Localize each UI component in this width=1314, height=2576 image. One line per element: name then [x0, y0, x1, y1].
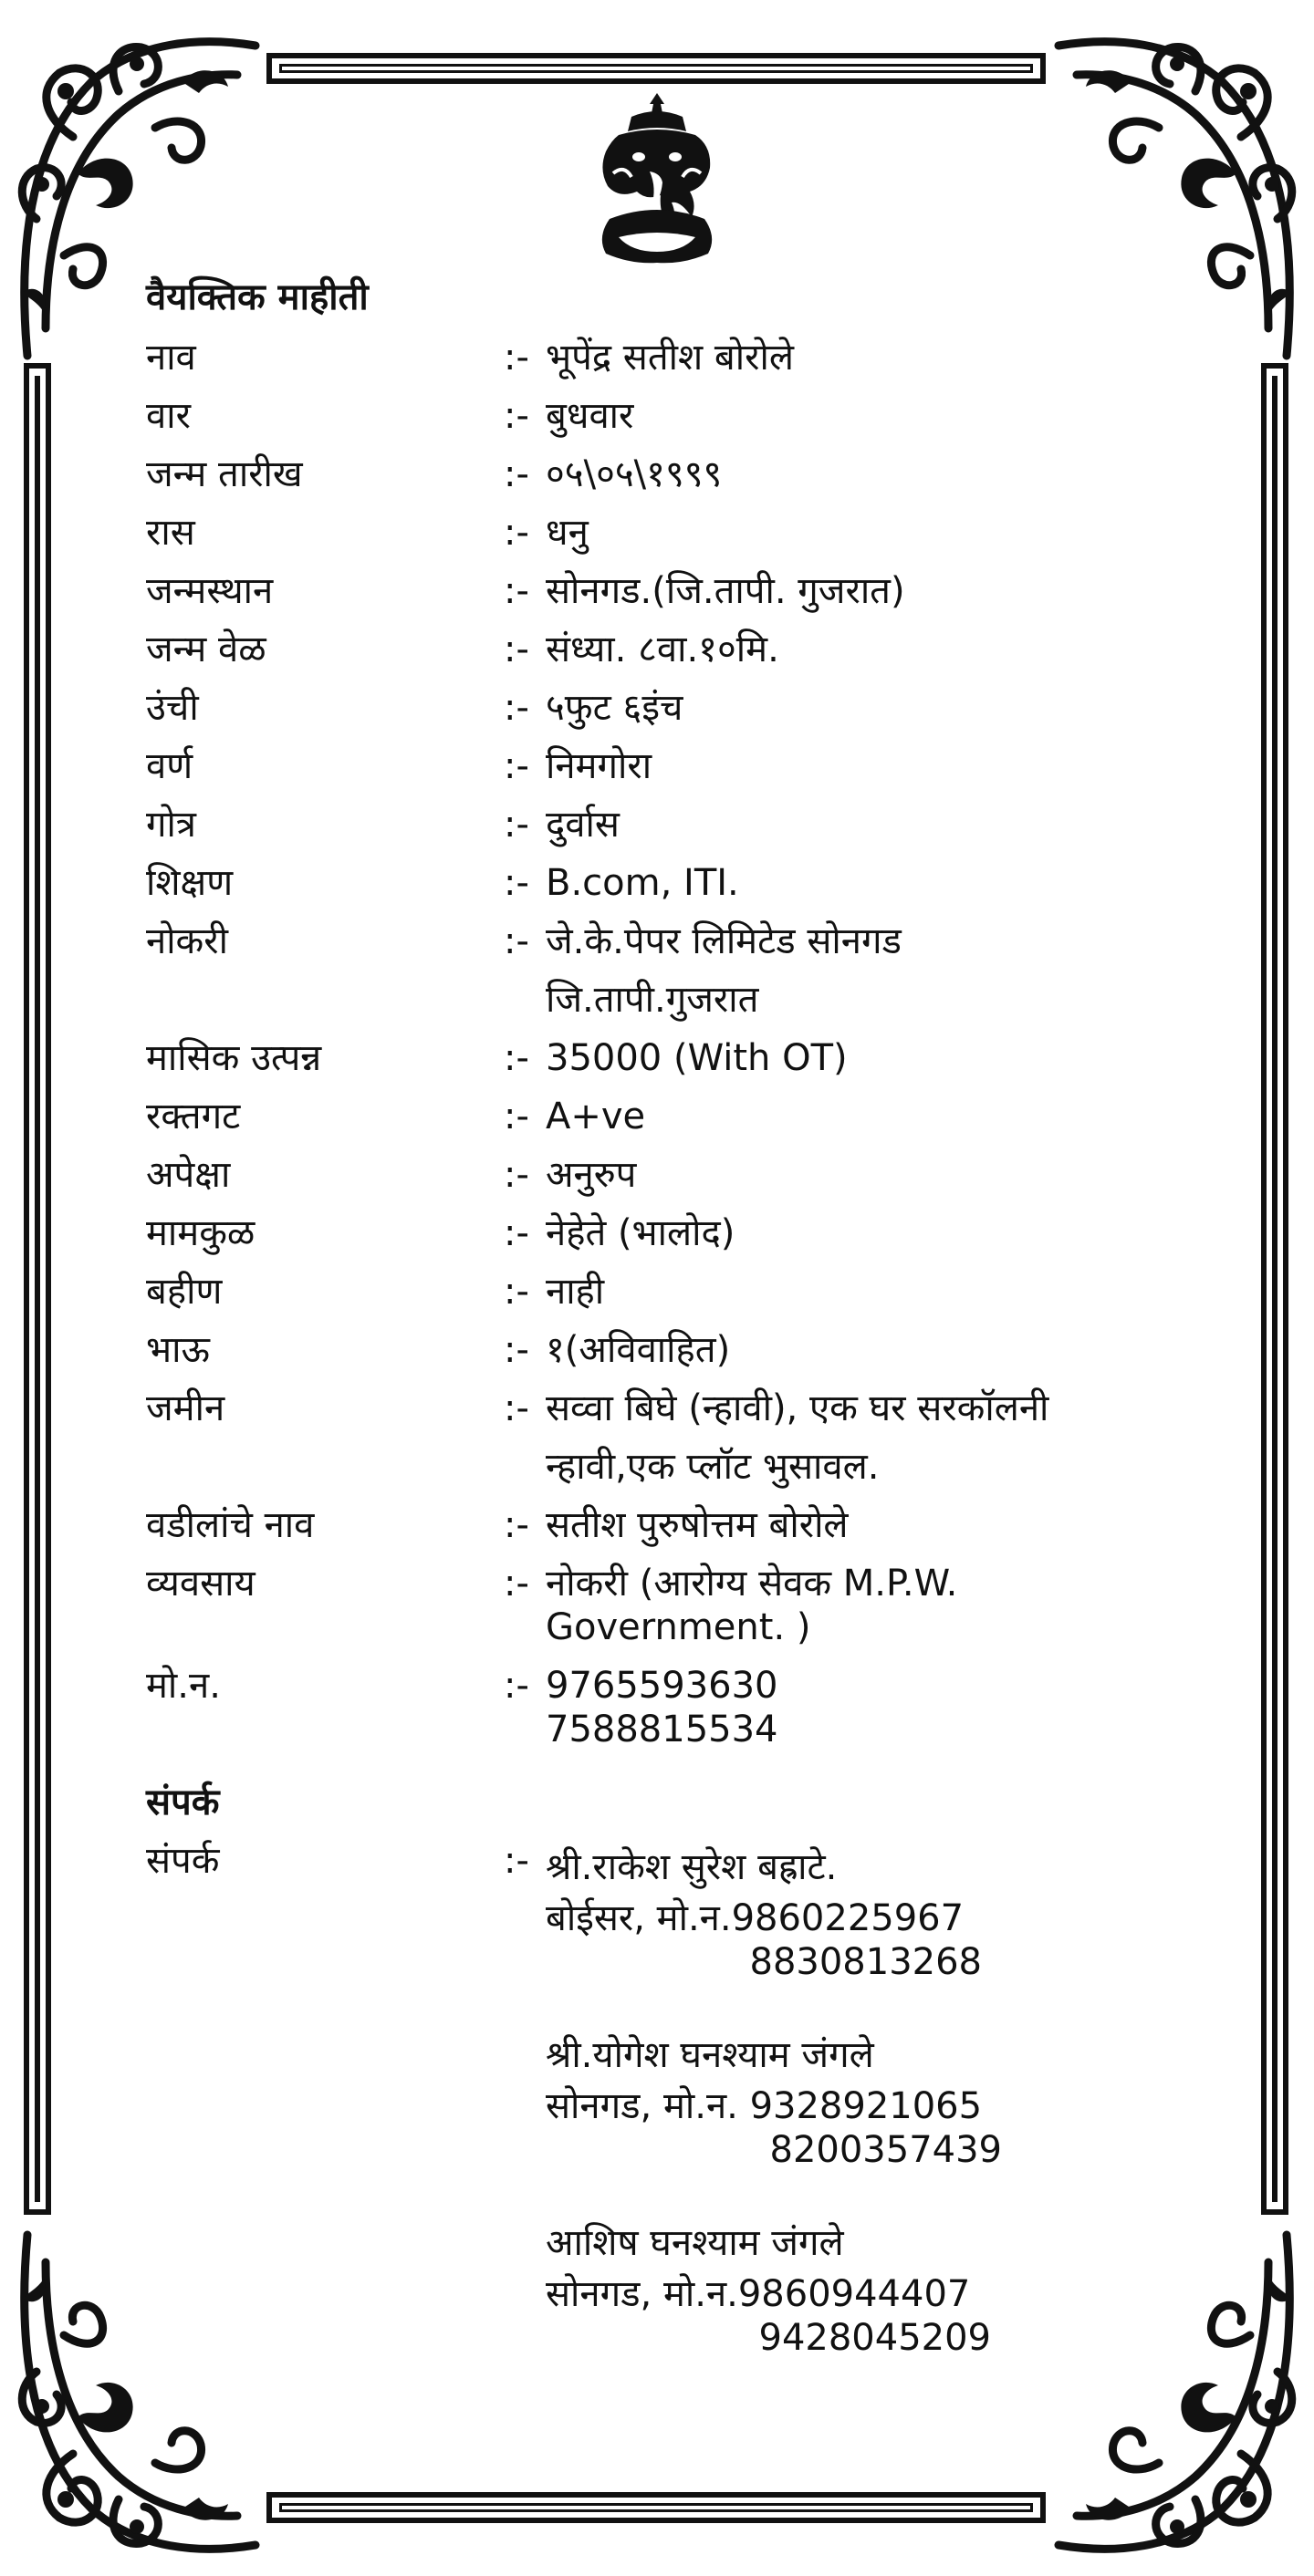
contact-label: संपर्क: [146, 1840, 220, 1882]
info-value-line: नोकरी (आरोग्य सेवक M.P.W.: [546, 1563, 958, 1605]
corner-ornament-top-right: [1049, 27, 1305, 374]
info-value-line: संध्या. ८वा.१०मि.: [546, 628, 779, 670]
info-label: व्यवसाय: [146, 1563, 256, 1605]
info-value-line: १(अविवाहित): [546, 1329, 731, 1371]
contact-3-phone-alt: 9428045209: [758, 2317, 991, 2359]
info-label: उंची: [146, 687, 199, 729]
info-value-line: सोनगड.(जि.तापी. गुजरात): [546, 570, 905, 612]
info-label: वर्ण: [146, 745, 193, 787]
separator: :-: [504, 1504, 529, 1546]
info-label: जन्मस्थान: [146, 570, 274, 612]
info-value-line: भूपेंद्र सतीश बोरोले: [546, 337, 794, 379]
separator: :-: [504, 1665, 529, 1707]
separator: :-: [504, 1563, 529, 1605]
info-value: [546, 336, 1239, 379]
border-right: [1261, 363, 1288, 2215]
info-label: गोत्र: [146, 804, 196, 846]
info-value-line: दुर्वास: [546, 804, 620, 846]
info-label: मो.न.: [146, 1665, 221, 1707]
separator: :-: [504, 804, 529, 846]
corner-ornament-top-left: [9, 27, 265, 374]
section-heading-personal: वैयक्तिक माहीती: [146, 276, 369, 318]
border-left: [24, 363, 51, 2215]
separator: :-: [504, 1037, 529, 1079]
contact-2-phone-alt: 8200357439: [769, 2129, 1002, 2171]
info-value: [546, 1503, 1239, 1547]
separator: :-: [504, 453, 529, 495]
info-value-line: B.com, ITI.: [546, 862, 739, 904]
info-label: रास: [146, 512, 195, 554]
info-value: [546, 452, 1239, 496]
contact-1-name: श्री.राकेश सुरेश बह्राटे.: [546, 1846, 838, 1888]
info-label: वार: [146, 395, 191, 437]
info-value: [546, 861, 1239, 905]
info-value-line: नेहेते (भालोद): [546, 1212, 735, 1254]
info-value-line: ५फुट ६इंच: [546, 687, 683, 729]
info-value-line: धनु: [546, 512, 589, 554]
border-top: [266, 53, 1046, 84]
separator: :-: [504, 745, 529, 787]
info-value: [546, 628, 1239, 671]
info-value-line: सतीश पुरुषोत्तम बोरोले: [546, 1504, 849, 1546]
info-value-line: 7588815534: [546, 1709, 778, 1750]
info-value-line: 9765593630: [546, 1665, 778, 1707]
border-bottom: [266, 2492, 1046, 2523]
info-value-line: न्हावी,एक प्लॉट भुसावल.: [546, 1446, 880, 1488]
separator: :-: [504, 628, 529, 670]
contact-1-phone: बोईसर, मो.न.9860225967: [546, 1897, 965, 1939]
info-label: नोकरी: [146, 920, 228, 962]
info-label: नाव: [146, 337, 196, 379]
contact-2-name: श्री.योगेश घनश्याम जंगले: [546, 2034, 874, 2076]
info-value: [546, 686, 1239, 730]
separator: :-: [504, 337, 529, 379]
info-label: मासिक उत्पन्न: [146, 1037, 322, 1079]
info-value: [546, 1153, 1239, 1197]
info-value: [546, 569, 1239, 613]
info-value-line: नाही: [546, 1271, 605, 1313]
separator: :-: [504, 512, 529, 554]
info-value: [546, 394, 1239, 438]
contact-1-phone-alt: 8830813268: [749, 1941, 982, 1983]
info-value-line: A+ve: [546, 1096, 646, 1137]
separator: :-: [504, 1271, 529, 1313]
info-value-line: सव्वा बिघे (न्हावी), एक घर सरकॉलनी: [546, 1387, 1049, 1429]
info-value-line: 35000 (With OT): [546, 1037, 848, 1079]
separator: :-: [504, 920, 529, 962]
info-value: [546, 1211, 1239, 1255]
info-label: शिक्षण: [146, 862, 234, 904]
info-value-line: Government. ): [546, 1606, 811, 1648]
info-value: [546, 1664, 1239, 1751]
info-label: जमीन: [146, 1387, 225, 1429]
info-value: [546, 1387, 1239, 1489]
corner-ornament-bottom-left: [9, 2217, 265, 2563]
contact-list: [546, 1839, 1239, 2359]
separator: :-: [504, 862, 529, 904]
info-value-line: जे.के.पेपर लिमिटेड सोनगड: [546, 920, 902, 962]
separator: :-: [504, 395, 529, 437]
info-value: [546, 511, 1239, 555]
info-value-line: बुधवार: [546, 395, 634, 437]
separator: :-: [504, 687, 529, 729]
separator: :-: [504, 1329, 529, 1371]
info-label: बहीण: [146, 1271, 223, 1313]
info-value: [546, 919, 1239, 1022]
contact-2-phone: सोनगड, मो.न. 9328921065: [546, 2085, 983, 2127]
info-value: [546, 1562, 1239, 1649]
contact-3-phone: सोनगड, मो.न.9860944407: [546, 2273, 971, 2315]
separator: :-: [504, 1387, 529, 1429]
info-value: [546, 1328, 1239, 1372]
info-value-line: निमगोरा: [546, 745, 652, 787]
info-label: अपेक्षा: [146, 1154, 231, 1196]
info-label: रक्तगट: [146, 1096, 241, 1137]
section-heading-contact: संपर्क: [146, 1781, 220, 1823]
separator: :-: [504, 1096, 529, 1137]
info-value: [546, 1270, 1239, 1314]
info-label: जन्म वेळ: [146, 628, 266, 670]
ganesha-icon: [591, 91, 723, 266]
info-label: वडीलांचे नाव: [146, 1504, 315, 1546]
info-value: [546, 744, 1239, 788]
info-value: [546, 803, 1239, 847]
info-value-line: जि.तापी.गुजरात: [546, 979, 759, 1021]
separator: :-: [504, 570, 529, 612]
separator: :-: [504, 1840, 529, 1882]
info-value: [546, 1095, 1239, 1138]
separator: :-: [504, 1154, 529, 1196]
info-label: मामकुळ: [146, 1212, 256, 1254]
info-label: जन्म तारीख: [146, 453, 303, 495]
info-value: [546, 1036, 1239, 1080]
contact-3-name: आशिष घनश्याम जंगले: [546, 2222, 844, 2264]
info-label: भाऊ: [146, 1329, 210, 1371]
separator: :-: [504, 1212, 529, 1254]
info-value-line: अनुरुप: [546, 1154, 637, 1196]
info-value-line: ०५\०५\१९९९: [546, 453, 723, 495]
